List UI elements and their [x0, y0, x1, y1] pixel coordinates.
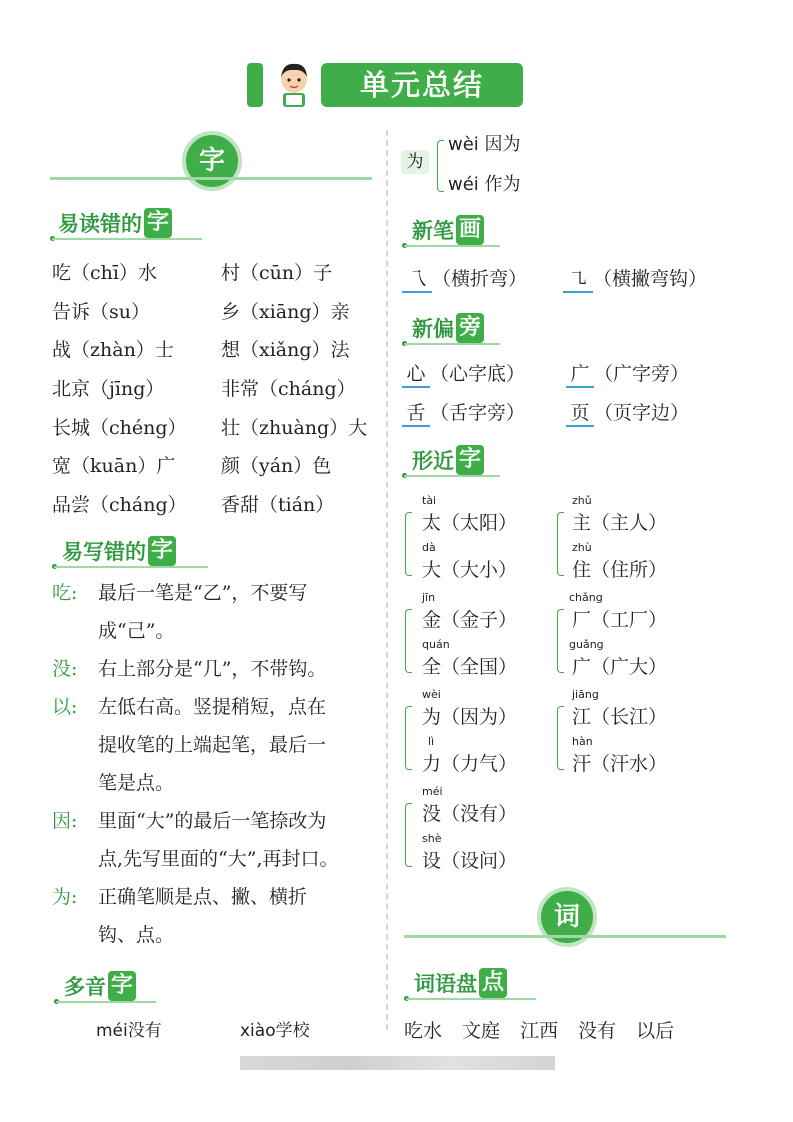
stroke-name: （横折弯）	[432, 268, 528, 290]
similar-pinyin: chǎng	[569, 591, 603, 604]
easy-write-list	[52, 574, 382, 954]
heading-underline	[52, 238, 202, 240]
similar-pinyin: hàn	[572, 735, 593, 748]
similar-word: 大（大小）	[422, 559, 518, 581]
write-item-char: 吃:	[52, 582, 78, 604]
wei-reading: wèi 因为	[448, 134, 521, 155]
heading-new-radicals	[412, 313, 484, 343]
similar-brace	[557, 609, 564, 673]
similar-word: 全（全国）	[422, 656, 518, 678]
heading-new-radicals-box: 旁	[456, 313, 484, 343]
heading-polyphone	[64, 971, 136, 1001]
heading-new-radicals-label: 新偏	[412, 317, 454, 341]
write-item-line: 右上部分是“几”，不带钩。	[98, 658, 327, 680]
heading-underline	[54, 566, 208, 568]
list-item: 想（xiǎng）法	[221, 339, 350, 362]
blurred-watermark-bar	[240, 1056, 555, 1070]
heading-word-review-box: 点	[479, 968, 507, 998]
list-item: 吃（chī）水	[52, 262, 157, 284]
similar-pinyin: guǎng	[569, 638, 604, 651]
heading-easy-write-label: 易写错的	[62, 540, 146, 564]
radical-name: （舌字旁）	[430, 402, 526, 424]
similar-word: 金（金子）	[422, 609, 518, 631]
heading-underline	[404, 343, 500, 345]
similar-word: 厂（工厂）	[572, 609, 668, 631]
similar-brace	[557, 706, 564, 770]
similar-word: 太（太阳）	[422, 512, 518, 534]
radical-glyph: 广	[566, 359, 594, 388]
heading-polyphone-label: 多音	[64, 975, 106, 999]
heading-new-strokes	[412, 215, 484, 245]
heading-new-strokes-label: 新笔	[412, 219, 454, 243]
heading-word-review	[414, 968, 507, 998]
similar-pinyin: lì	[428, 735, 435, 748]
heading-underline	[404, 245, 500, 247]
word-review-cut-text: 吃水 文庭 江西 没有 以后	[404, 1020, 675, 1042]
similar-pinyin: zhù	[572, 541, 592, 554]
similar-brace	[557, 512, 564, 576]
stroke-name: （横撇弯钩）	[593, 268, 708, 290]
heading-new-strokes-box: 画	[456, 215, 484, 245]
easy-read-right-list	[221, 258, 367, 529]
list-item: 村（cūn）子	[221, 262, 333, 284]
heading-easy-read-label: 易读错的	[58, 212, 142, 236]
list-item: 长城（chéng）	[52, 416, 187, 439]
list-item: 非常（cháng）	[221, 378, 356, 401]
radical-item	[566, 398, 689, 427]
wei-brace	[437, 140, 444, 192]
wei-char: 为	[401, 150, 429, 174]
polyphone-cut-item: xiào学校	[240, 1021, 310, 1041]
similar-word: 设（设问）	[422, 850, 518, 872]
write-item-line: 正确笔顺是点、撇、横折	[98, 886, 308, 908]
list-item: 香甜（tián）	[221, 494, 335, 517]
list-item: 宽（kuān）广	[52, 455, 176, 478]
list-item: 颜（yán）色	[221, 455, 332, 478]
write-item-char: 没:	[52, 658, 78, 680]
similar-pinyin: méi	[422, 785, 443, 798]
similar-word: 力（力气）	[422, 753, 518, 775]
list-item: 壮（zhuàng）大	[221, 416, 368, 439]
write-item-line: 里面“大”的最后一笔捺改为	[98, 810, 327, 832]
similar-pinyin: jīn	[422, 591, 436, 604]
similar-brace	[405, 512, 412, 576]
write-item-line: 点,先写里面的“大”,再封口。	[98, 848, 339, 870]
heading-similar-box: 字	[456, 445, 484, 475]
similar-word: 江（长江）	[572, 706, 668, 728]
list-item: 战（zhàn）士	[52, 339, 174, 362]
stroke-glyph: 乁	[402, 264, 432, 293]
write-item-line: 笔是点。	[98, 772, 175, 794]
similar-word: 没（没有）	[422, 803, 518, 825]
similar-brace	[405, 609, 412, 673]
heading-underline	[56, 1001, 156, 1003]
list-item: 告诉（su）	[52, 300, 150, 323]
new-stroke-item	[563, 264, 707, 293]
radical-item	[402, 398, 525, 427]
write-item-char: 因:	[52, 810, 78, 832]
section-divider-ci	[404, 935, 726, 938]
similar-pinyin: dà	[422, 541, 436, 554]
heading-similar	[412, 445, 484, 475]
radical-glyph: 页	[566, 398, 594, 427]
banner-left-bar	[247, 63, 263, 107]
radical-glyph: 舌	[402, 398, 430, 427]
heading-easy-read-box: 字	[144, 208, 172, 238]
list-item: 乡（xiāng）亲	[221, 300, 350, 323]
write-item-chi	[52, 574, 382, 650]
write-item-line: 最后一笔是“乙”，不要写	[98, 582, 308, 604]
section-divider-zi	[50, 177, 372, 180]
heading-word-review-label: 词语盘	[414, 972, 477, 996]
section-circle-ci: 词	[537, 887, 597, 947]
radical-item	[566, 359, 689, 388]
similar-pinyin: wèi	[422, 688, 441, 701]
similar-word: 为（因为）	[422, 706, 518, 728]
write-item-line: 左低右高。竖提稍短，点在	[98, 696, 327, 718]
radical-name: （广字旁）	[594, 363, 690, 385]
write-item-mei	[52, 650, 382, 688]
similar-pinyin: zhǔ	[572, 494, 592, 507]
student-reading-icon	[275, 59, 313, 111]
write-item-line: 钩、点。	[98, 924, 175, 946]
write-item-line: 成“己”。	[98, 620, 175, 642]
list-item: 北京（jīng）	[52, 378, 165, 401]
radical-glyph: 心	[402, 359, 430, 388]
similar-word: 住（住所）	[572, 559, 668, 581]
list-item: 品尝（cháng）	[52, 494, 187, 517]
heading-polyphone-box: 字	[108, 971, 136, 1001]
column-divider	[386, 130, 388, 1030]
word-review-cut-row	[404, 1016, 734, 1042]
stroke-glyph: ㇈	[563, 264, 593, 293]
write-item-char: 以:	[52, 696, 78, 718]
write-item-line: 提收笔的上端起笔，最后一	[98, 734, 327, 756]
page-title: 单元总结	[321, 63, 523, 107]
similar-word: 汗（汗水）	[572, 753, 668, 775]
similar-brace	[405, 803, 412, 867]
radical-item	[402, 359, 525, 388]
easy-read-left-list	[52, 258, 187, 529]
heading-underline	[404, 475, 500, 477]
polyphone-cut-item: méi没有	[96, 1021, 162, 1041]
similar-pinyin: quán	[422, 638, 450, 651]
heading-similar-label: 形近	[412, 449, 454, 473]
write-item-yi	[52, 688, 382, 802]
similar-brace	[405, 706, 412, 770]
heading-easy-read	[58, 208, 172, 238]
heading-easy-write	[62, 536, 176, 566]
similar-pinyin: tài	[422, 494, 437, 507]
similar-pinyin: jiāng	[572, 688, 599, 701]
section-circle-zi: 字	[182, 131, 242, 191]
radical-name: （心字底）	[430, 363, 526, 385]
write-item-yin	[52, 802, 382, 878]
new-stroke-item	[402, 264, 527, 293]
title-banner	[247, 63, 523, 107]
similar-word: 主（主人）	[572, 512, 668, 534]
wei-reading: wéi 作为	[448, 174, 521, 195]
similar-word: 广（广大）	[572, 656, 668, 678]
radical-name: （页字边）	[594, 402, 690, 424]
polyphone-cut-row	[90, 1016, 380, 1041]
write-item-wei	[52, 878, 382, 954]
similar-pinyin: shè	[422, 832, 442, 845]
heading-underline	[406, 998, 536, 1000]
heading-easy-write-box: 字	[148, 536, 176, 566]
write-item-char: 为:	[52, 886, 78, 908]
